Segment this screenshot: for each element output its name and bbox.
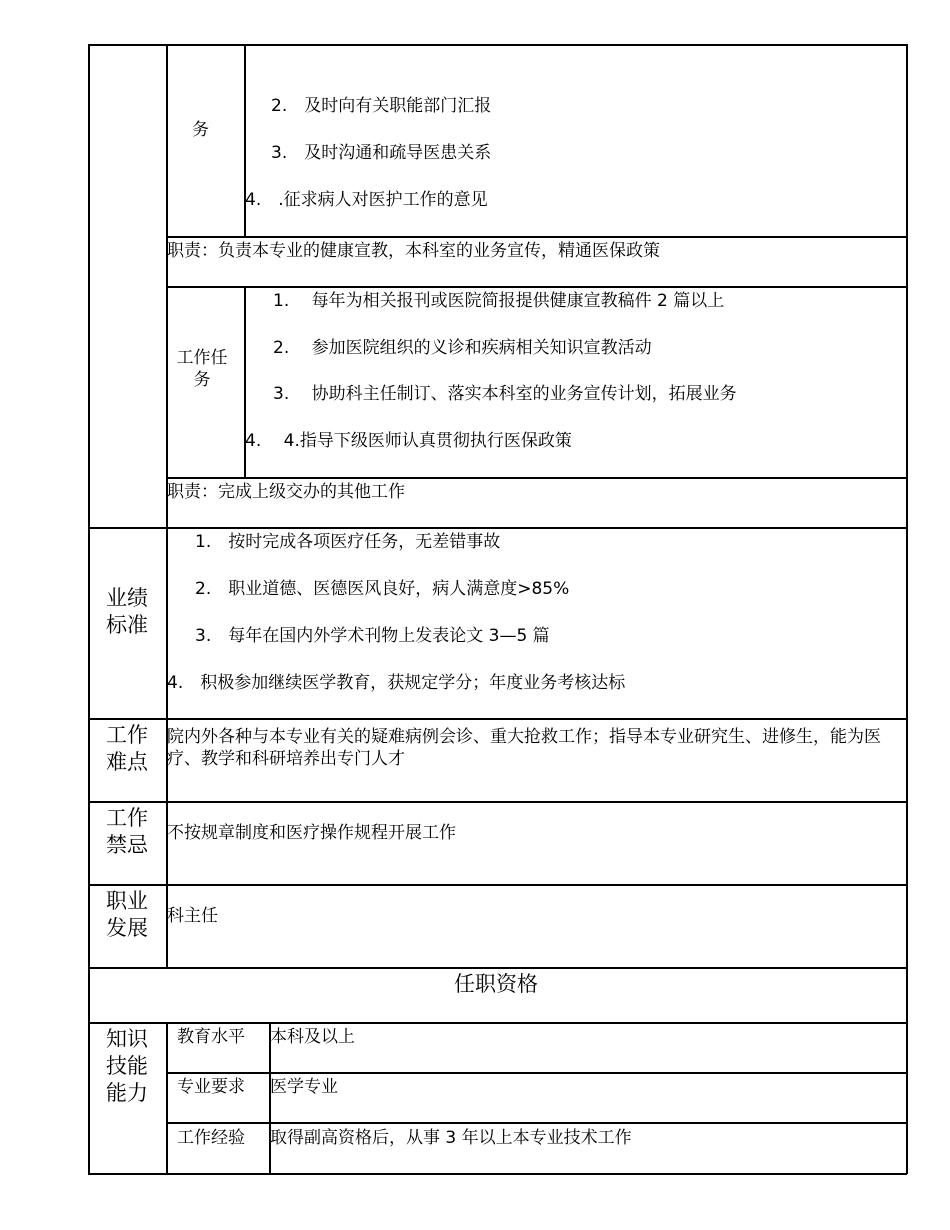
- qualification-experience-label: 工作经验: [177, 1128, 245, 1148]
- performance-item-1: 1. 按时完成各项医疗任务，无差错事故: [195, 532, 501, 552]
- qualification-title: 任职资格: [454, 972, 538, 996]
- career-label: 职业发展: [106, 889, 148, 940]
- duty-other-work: 职责：完成上级交办的其他工作: [167, 482, 405, 502]
- col-sep-label-lower: [166, 1022, 168, 1174]
- qualification-group-label: 知识技能能力: [106, 1027, 148, 1105]
- task2-item-1: 1. 每年为相关报刊或医院简报提供健康宣教稿件 2 篇以上: [273, 291, 725, 311]
- task2-item-2: 2. 参加医院组织的义诊和疾病相关知识宣教活动: [273, 338, 652, 358]
- row-sep-5: [88, 718, 907, 720]
- qualification-major-value: 医学专业: [270, 1077, 338, 1097]
- border-bottom: [88, 1173, 907, 1175]
- performance-item-4: 4. 积极参加继续医学教育，获规定学分；年度业务考核达标: [167, 673, 626, 693]
- duty-health-education: 职责：负责本专业的健康宣教，本科室的业务宣传，精通医保政策: [167, 241, 660, 261]
- task1-item-4: 4. .征求病人对医护工作的意见: [245, 190, 488, 210]
- border-right: [906, 44, 908, 1174]
- career-text: 科主任: [167, 906, 218, 926]
- row-sep-2: [166, 286, 907, 288]
- row-sep-10: [166, 1072, 907, 1074]
- row-sep-6: [88, 801, 907, 803]
- row-sep-3: [166, 477, 907, 479]
- row-sep-8: [88, 967, 907, 969]
- row-sep-4: [88, 527, 907, 529]
- difficulty-label: 工作难点: [106, 723, 148, 774]
- difficulty-text: 院内外各种与本专业有关的疑难病例会诊、重大抢救工作；指导本专业研究生、进修生，能为医疗、教学和科研培养出专门人才: [167, 727, 881, 769]
- task-label-2: 工作任务: [176, 348, 228, 390]
- qualification-major-label: 专业要求: [177, 1077, 245, 1097]
- row-sep-1: [166, 236, 907, 238]
- task1-item-2: 2. 及时向有关职能部门汇报: [271, 96, 492, 116]
- task1-item-3: 3. 及时沟通和疏导医患关系: [271, 143, 492, 163]
- qualification-education-value: 本科及以上: [270, 1027, 355, 1047]
- border-top: [88, 44, 907, 46]
- performance-label: 业绩标准: [106, 586, 148, 637]
- qualification-experience-value: 取得副高资格后，从事 3 年以上本专业技术工作: [270, 1128, 632, 1148]
- performance-item-3: 3. 每年在国内外学术刊物上发表论文 3—5 篇: [195, 626, 550, 646]
- row-sep-11: [166, 1122, 907, 1124]
- task2-item-4: 4. 4.指导下级医师认真贯彻执行医保政策: [245, 431, 572, 451]
- row-sep-9: [88, 1022, 907, 1024]
- task-label-1: 务: [192, 120, 209, 140]
- performance-item-2: 2. 职业道德、医德医风良好，病人满意度>85%: [195, 579, 570, 599]
- qualification-education-label: 教育水平: [177, 1027, 245, 1047]
- border-left: [88, 44, 90, 1174]
- taboo-label: 工作禁忌: [106, 806, 148, 857]
- row-sep-7: [88, 884, 907, 886]
- taboo-text: 不按规章制度和医疗操作规程开展工作: [167, 823, 456, 843]
- task2-item-3: 3. 协助科主任制订、落实本科室的业务宣传计划，拓展业务: [273, 384, 737, 404]
